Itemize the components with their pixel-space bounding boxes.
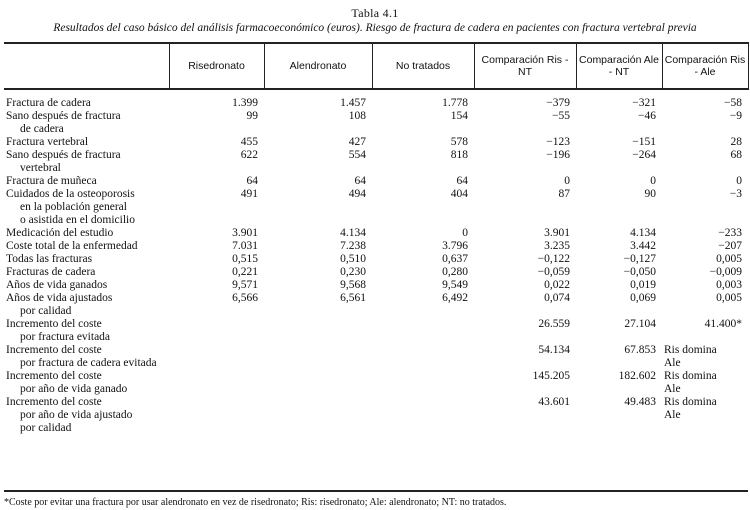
cell-col-5: −321 [632, 97, 656, 109]
row-label-continuation: por calidad [20, 305, 72, 317]
cell-col-2: 6,561 [340, 292, 366, 304]
row-label-continuation: por año de vida ajustado [20, 409, 133, 421]
cell-col-2: 0,230 [340, 266, 366, 278]
cell-col-2: 427 [348, 136, 366, 148]
cell-col-5: 0 [650, 175, 656, 187]
cell-col-4: 43.601 [538, 396, 570, 408]
cell-col-6: 0,005 [716, 253, 742, 265]
cell-col-1: 3.901 [232, 227, 258, 239]
row-label-main: Fractura de cadera [6, 97, 91, 109]
cell-col-5: −0,127 [623, 253, 656, 265]
row-label [4, 292, 169, 318]
row-label-main: Sano después de fractura [6, 110, 121, 122]
cell-col-1: 1.399 [232, 97, 258, 109]
row-label [4, 175, 169, 188]
cell-col-4: −0,122 [537, 253, 570, 265]
table-row [4, 292, 748, 318]
row-label [4, 149, 169, 175]
cell-col-1: 7.031 [232, 240, 258, 252]
row-label-main: Fractura vertebral [6, 136, 89, 148]
cell-col-5: −46 [638, 110, 656, 122]
cell-col-5: 0,069 [630, 292, 656, 304]
cell-col-1: 0,221 [232, 266, 258, 278]
cell-col-1: 64 [246, 175, 258, 187]
row-label [4, 110, 169, 136]
table-row [4, 175, 748, 188]
cell-col-2: 108 [348, 110, 366, 122]
row-label-continuation: de cadera [20, 123, 64, 135]
cell-col-4: 3.901 [544, 227, 570, 239]
cell-col-2: 7.238 [340, 240, 366, 252]
cell-col-3: 0,280 [442, 266, 468, 278]
row-label-main: Cuidados de la osteoporosis [6, 188, 135, 200]
row-label-main: Medicación del estudio [6, 227, 114, 239]
footnote: *Coste por evitar una fractura por usar alendronato en vez de risedronato; Ris: risedronato; Ale: alendronato; NT: no tratados. [4, 497, 507, 508]
table-row [4, 240, 748, 253]
row-label-continuation: por fractura evitada [20, 331, 111, 343]
cell-col-3: 6,492 [442, 292, 468, 304]
header-empty [4, 43, 169, 89]
header-no-tratados: No tratados [372, 43, 474, 89]
row-label [4, 240, 169, 253]
table-row [4, 344, 748, 370]
cell-col-6: −3 [729, 188, 742, 200]
table-row [4, 253, 748, 266]
cell-col-5: −0,050 [623, 266, 656, 278]
table-row [4, 279, 748, 292]
cell-col-4: 87 [558, 188, 570, 200]
cell-col-4: −379 [546, 97, 570, 109]
cell-col-2: 1.457 [340, 97, 366, 109]
cell-col-6: 0,003 [716, 279, 742, 291]
row-label [4, 370, 169, 396]
row-label-main: Años de vida ajustados [6, 292, 113, 304]
header-alendronato: Alendronato [264, 43, 372, 89]
cell-col-3 [372, 370, 474, 396]
cell-col-4: 0,022 [544, 279, 570, 291]
row-label [4, 89, 169, 110]
cell-col-6: Ris domina Ale [664, 344, 717, 369]
cell-col-2: 9,568 [340, 279, 366, 291]
cell-col-3: 154 [450, 110, 468, 122]
table-row [4, 227, 748, 240]
cell-col-6: −9 [729, 110, 742, 122]
row-label-main: Incremento del coste [6, 370, 102, 382]
cell-col-4: 54.134 [538, 344, 570, 356]
cell-col-3: 64 [456, 175, 468, 187]
cell-col-2: 554 [348, 149, 366, 161]
cell-col-4: −0,059 [537, 266, 570, 278]
cell-col-4: 26.559 [538, 318, 570, 330]
row-label-main: Sano después de fractura [6, 149, 121, 161]
header-comp-ale-nt: Comparación Ale - NT [576, 43, 662, 89]
cell-col-3: 818 [450, 149, 468, 161]
row-label-main: Todas las fracturas [6, 253, 93, 265]
row-label-continuation: por año de vida ganado [20, 383, 128, 395]
row-label [4, 279, 169, 292]
cell-col-4: 0,074 [544, 292, 570, 304]
cell-col-6: 0 [736, 175, 742, 187]
cell-col-1 [169, 318, 264, 344]
row-label [4, 344, 169, 370]
cell-col-6: Ris domina Ale [664, 396, 717, 421]
row-label-continuation: o asistida en el domicilio [20, 214, 135, 226]
cell-col-1 [169, 370, 264, 396]
row-label-continuation: por fractura de cadera evitada [20, 357, 157, 369]
cell-col-6: −233 [718, 227, 742, 239]
cell-col-5: 67.853 [624, 344, 656, 356]
cell-col-5: 90 [644, 188, 656, 200]
cell-col-6: 0,005 [716, 292, 742, 304]
cell-col-1: 491 [240, 188, 258, 200]
row-label-continuation: vertebral [20, 162, 61, 174]
cell-col-5: −264 [632, 149, 656, 161]
table-caption: Resultados del caso básico del análisis farmacoeconómico (euros). Riesgo de fractura de cadera en pacientes con fractura vertebral previa [53, 22, 697, 34]
cell-col-3: 578 [450, 136, 468, 148]
cell-col-1 [169, 344, 264, 370]
cell-col-3: 404 [450, 188, 468, 200]
table-row [4, 89, 748, 110]
footnote-divider [4, 490, 748, 492]
cell-col-1: 0,515 [232, 253, 258, 265]
cell-col-4: 0 [564, 175, 570, 187]
row-label-main: Incremento del coste [6, 318, 102, 330]
row-label [4, 396, 169, 435]
cell-col-1: 9,571 [232, 279, 258, 291]
cell-col-2 [264, 396, 372, 435]
row-label-continuation: en la población general [20, 201, 127, 213]
row-label [4, 266, 169, 279]
cell-col-6: 68 [730, 149, 742, 161]
cell-col-5: 0,019 [630, 279, 656, 291]
cell-col-5: −151 [632, 136, 656, 148]
cell-col-5: 4.134 [630, 227, 656, 239]
cell-col-2 [264, 370, 372, 396]
row-label [4, 136, 169, 149]
table-row [4, 266, 748, 279]
cell-col-5: 182.602 [618, 370, 656, 382]
cell-col-2 [264, 318, 372, 344]
cell-col-3: 3.796 [442, 240, 468, 252]
cell-col-2: 0,510 [340, 253, 366, 265]
cell-col-5: 27.104 [624, 318, 656, 330]
table-title: Tabla 4.1 [351, 6, 399, 20]
cell-col-3: 9,549 [442, 279, 468, 291]
table-row [4, 136, 748, 149]
results-table [4, 42, 749, 435]
table-row [4, 370, 748, 396]
row-label-main: Coste total de la enfermedad [6, 240, 138, 252]
table-row [4, 110, 748, 136]
row-label [4, 188, 169, 227]
cell-col-4: −55 [552, 110, 570, 122]
cell-col-4: −123 [546, 136, 570, 148]
cell-col-1: 6,566 [232, 292, 258, 304]
table-row [4, 188, 748, 227]
cell-col-6: Ris domina Ale [664, 370, 717, 395]
header-comp-ris-nt: Comparación Ris - NT [474, 43, 576, 89]
row-label-main: Incremento del coste [6, 396, 102, 408]
cell-col-2: 494 [348, 188, 366, 200]
header-risedronato: Risedronato [169, 43, 264, 89]
table-body [4, 89, 748, 435]
cell-col-3: 0,637 [442, 253, 468, 265]
table-row [4, 149, 748, 175]
header-row [4, 43, 748, 89]
cell-col-6: 41.400* [704, 318, 742, 330]
cell-col-6: 28 [730, 136, 742, 148]
cell-col-3: 0 [462, 227, 468, 239]
cell-col-1 [169, 396, 264, 435]
cell-col-6: −0,009 [709, 266, 742, 278]
table-row [4, 318, 748, 344]
table-row [4, 396, 748, 435]
cell-col-1: 455 [240, 136, 258, 148]
cell-col-6: −58 [724, 97, 742, 109]
row-label [4, 253, 169, 266]
row-label-main: Fracturas de cadera [6, 266, 96, 278]
row-label-continuation: por calidad [20, 422, 72, 434]
cell-col-3 [372, 344, 474, 370]
row-label-main: Incremento del coste [6, 344, 102, 356]
cell-col-1: 622 [240, 149, 258, 161]
cell-col-4: 145.205 [532, 370, 570, 382]
cell-col-6: −207 [718, 240, 742, 252]
cell-col-1: 99 [246, 110, 258, 122]
cell-col-3 [372, 318, 474, 344]
cell-col-4: −196 [546, 149, 570, 161]
row-label-main: Fractura de muñeca [6, 175, 97, 187]
cell-col-2: 4.134 [340, 227, 366, 239]
row-label [4, 227, 169, 240]
cell-col-3: 1.778 [442, 97, 468, 109]
row-label-main: Años de vida ganados [6, 279, 108, 291]
cell-col-4: 3.235 [544, 240, 570, 252]
cell-col-2 [264, 344, 372, 370]
row-label [4, 318, 169, 344]
cell-col-5: 49.483 [624, 396, 656, 408]
cell-col-2: 64 [354, 175, 366, 187]
header-comp-ris-ale: Comparación Ris - Ale [662, 43, 748, 89]
cell-col-5: 3.442 [630, 240, 656, 252]
cell-col-3 [372, 396, 474, 435]
